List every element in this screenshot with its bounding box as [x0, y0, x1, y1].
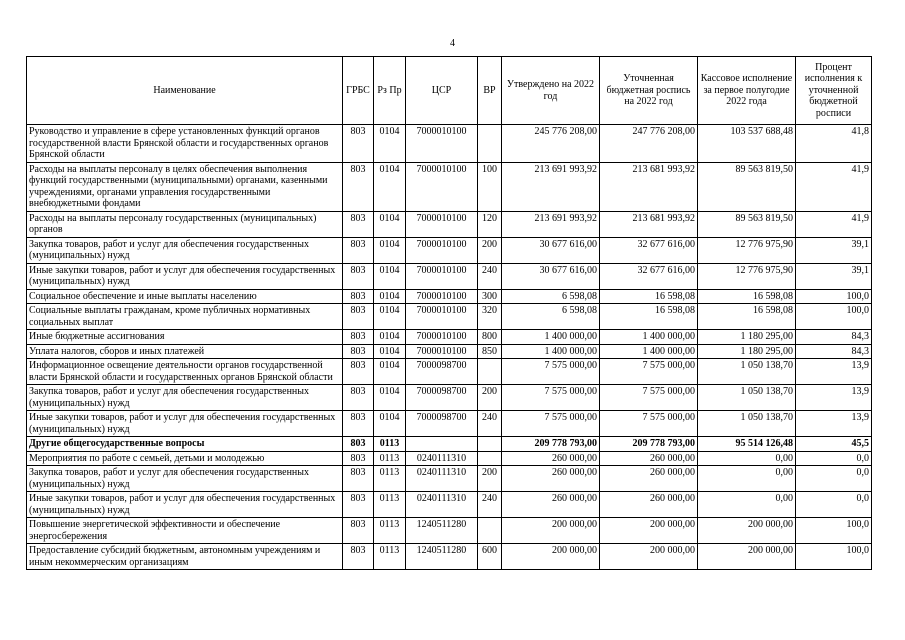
cell-rzpr: 0104: [374, 125, 406, 163]
cell-approved: 260 000,00: [502, 466, 600, 492]
cell-cash: 1 180 295,00: [698, 330, 796, 345]
cell-name: Руководство и управление в сфере установленных функций органов государственной власти Брянской области и государственных органов Брянской области: [27, 125, 343, 163]
cell-rzpr: 0113: [374, 544, 406, 570]
cell-csr: 7000010100: [406, 330, 478, 345]
cell-name: Уплата налогов, сборов и иных платежей: [27, 344, 343, 359]
cell-approved: 7 575 000,00: [502, 411, 600, 437]
cell-cash: 89 563 819,50: [698, 162, 796, 211]
table-row: [27, 162, 872, 211]
cell-approved: 30 677 616,00: [502, 263, 600, 289]
cell-grbs: 803: [343, 304, 374, 330]
table-row: [27, 451, 872, 466]
cell-approved: 1 400 000,00: [502, 330, 600, 345]
cell-refined: 260 000,00: [600, 451, 698, 466]
cell-approved: 7 575 000,00: [502, 385, 600, 411]
cell-csr: [406, 437, 478, 452]
cell-grbs: 803: [343, 451, 374, 466]
table-row: [27, 437, 872, 452]
cell-csr: 7000010100: [406, 162, 478, 211]
table-row: [27, 544, 872, 570]
header-approved: Утверждено на 2022 год: [502, 57, 600, 125]
cell-grbs: 803: [343, 492, 374, 518]
cell-cash: 0,00: [698, 451, 796, 466]
cell-csr: 7000098700: [406, 411, 478, 437]
cell-vr: [478, 437, 502, 452]
cell-cash: 16 598,08: [698, 289, 796, 304]
cell-grbs: 803: [343, 211, 374, 237]
cell-percent: 13,9: [796, 385, 872, 411]
table-row: [27, 492, 872, 518]
cell-refined: 7 575 000,00: [600, 385, 698, 411]
cell-percent: 100,0: [796, 518, 872, 544]
cell-rzpr: 0104: [374, 385, 406, 411]
cell-name: Иные закупки товаров, работ и услуг для обеспечения государственных (муниципальных) нужд: [27, 263, 343, 289]
cell-rzpr: 0113: [374, 518, 406, 544]
cell-approved: 209 778 793,00: [502, 437, 600, 452]
cell-vr: 240: [478, 411, 502, 437]
header-csr: ЦСР: [406, 57, 478, 125]
cell-vr: 100: [478, 162, 502, 211]
cell-name: Информационное освещение деятельности органов государственной власти Брянской области и государственных органов Брянской области: [27, 359, 343, 385]
table-row: [27, 289, 872, 304]
cell-cash: 103 537 688,48: [698, 125, 796, 163]
cell-rzpr: 0113: [374, 451, 406, 466]
cell-approved: 1 400 000,00: [502, 344, 600, 359]
cell-approved: 213 691 993,92: [502, 162, 600, 211]
cell-approved: 260 000,00: [502, 492, 600, 518]
cell-vr: 320: [478, 304, 502, 330]
cell-rzpr: 0104: [374, 344, 406, 359]
cell-refined: 1 400 000,00: [600, 344, 698, 359]
cell-vr: 240: [478, 263, 502, 289]
table-row: [27, 385, 872, 411]
cell-csr: 7000010100: [406, 344, 478, 359]
table-row: [27, 125, 872, 163]
cell-csr: 7000010100: [406, 289, 478, 304]
cell-percent: 45,5: [796, 437, 872, 452]
cell-approved: 213 691 993,92: [502, 211, 600, 237]
table-row: [27, 263, 872, 289]
header-refined: Уточненная бюджетная роспись на 2022 год: [600, 57, 698, 125]
cell-approved: 200 000,00: [502, 544, 600, 570]
cell-rzpr: 0104: [374, 211, 406, 237]
cell-vr: [478, 359, 502, 385]
cell-name: Иные закупки товаров, работ и услуг для обеспечения государственных (муниципальных) нужд: [27, 492, 343, 518]
cell-name: Предоставление субсидий бюджетным, автономным учреждениям и иным некоммерческим организациям: [27, 544, 343, 570]
cell-approved: 245 776 208,00: [502, 125, 600, 163]
table-body: [27, 125, 872, 570]
cell-name: Закупка товаров, работ и услуг для обеспечения государственных (муниципальных) нужд: [27, 237, 343, 263]
cell-refined: 7 575 000,00: [600, 359, 698, 385]
cell-cash: 89 563 819,50: [698, 211, 796, 237]
cell-vr: [478, 451, 502, 466]
cell-vr: 240: [478, 492, 502, 518]
cell-percent: 13,9: [796, 411, 872, 437]
header-rzpr: Рз Пр: [374, 57, 406, 125]
cell-rzpr: 0104: [374, 263, 406, 289]
cell-name: Повышение энергетической эффективности и обеспечение энергосбережения: [27, 518, 343, 544]
cell-name: Закупка товаров, работ и услуг для обеспечения государственных (муниципальных) нужд: [27, 385, 343, 411]
cell-csr: 7000098700: [406, 359, 478, 385]
cell-csr: 7000098700: [406, 385, 478, 411]
cell-cash: 95 514 126,48: [698, 437, 796, 452]
cell-refined: 1 400 000,00: [600, 330, 698, 345]
cell-name: Социальное обеспечение и иные выплаты населению: [27, 289, 343, 304]
cell-percent: 100,0: [796, 544, 872, 570]
cell-percent: 41,8: [796, 125, 872, 163]
cell-cash: 1 050 138,70: [698, 411, 796, 437]
cell-rzpr: 0104: [374, 289, 406, 304]
header-grbs: ГРБС: [343, 57, 374, 125]
cell-cash: 200 000,00: [698, 544, 796, 570]
table-row: [27, 304, 872, 330]
cell-vr: 200: [478, 385, 502, 411]
table-row: [27, 330, 872, 345]
cell-csr: 7000010100: [406, 263, 478, 289]
cell-cash: 200 000,00: [698, 518, 796, 544]
cell-grbs: 803: [343, 359, 374, 385]
cell-name: Иные закупки товаров, работ и услуг для обеспечения государственных (муниципальных) нужд: [27, 411, 343, 437]
cell-refined: 213 681 993,92: [600, 162, 698, 211]
cell-grbs: 803: [343, 237, 374, 263]
cell-vr: 200: [478, 466, 502, 492]
cell-refined: 200 000,00: [600, 518, 698, 544]
cell-name: Расходы на выплаты персоналу в целях обеспечения выполнения функций государственными (муниципальными) органами, казенными учреждениями, органами управления государственными внебюджетными фондами: [27, 162, 343, 211]
cell-vr: 120: [478, 211, 502, 237]
cell-rzpr: 0104: [374, 411, 406, 437]
cell-vr: 300: [478, 289, 502, 304]
cell-rzpr: 0104: [374, 330, 406, 345]
cell-vr: 200: [478, 237, 502, 263]
cell-grbs: 803: [343, 162, 374, 211]
cell-cash: 12 776 975,90: [698, 237, 796, 263]
table-row: [27, 466, 872, 492]
cell-grbs: 803: [343, 344, 374, 359]
cell-cash: 0,00: [698, 466, 796, 492]
cell-percent: 100,0: [796, 289, 872, 304]
table-row: [27, 518, 872, 544]
cell-cash: 1 050 138,70: [698, 359, 796, 385]
cell-vr: 850: [478, 344, 502, 359]
cell-percent: 0,0: [796, 492, 872, 518]
cell-name: Закупка товаров, работ и услуг для обеспечения государственных (муниципальных) нужд: [27, 466, 343, 492]
header-percent: Процент исполнения к уточненной бюджетной росписи: [796, 57, 872, 125]
cell-csr: 1240511280: [406, 518, 478, 544]
cell-rzpr: 0104: [374, 237, 406, 263]
cell-csr: 0240111310: [406, 466, 478, 492]
table-row: [27, 211, 872, 237]
cell-vr: [478, 518, 502, 544]
cell-name: Социальные выплаты гражданам, кроме публичных нормативных социальных выплат: [27, 304, 343, 330]
cell-cash: 12 776 975,90: [698, 263, 796, 289]
table-row: [27, 344, 872, 359]
header-name: Наименование: [27, 57, 343, 125]
cell-approved: 6 598,08: [502, 304, 600, 330]
cell-approved: 30 677 616,00: [502, 237, 600, 263]
cell-refined: 260 000,00: [600, 492, 698, 518]
header-row: [27, 57, 872, 125]
cell-percent: 84,3: [796, 330, 872, 345]
cell-grbs: 803: [343, 411, 374, 437]
cell-rzpr: 0104: [374, 359, 406, 385]
header-cash: Кассовое исполнение за первое полугодие 2022 года: [698, 57, 796, 125]
cell-name: Расходы на выплаты персоналу государственных (муниципальных) органов: [27, 211, 343, 237]
cell-refined: 16 598,08: [600, 289, 698, 304]
cell-grbs: 803: [343, 385, 374, 411]
cell-percent: 84,3: [796, 344, 872, 359]
cell-cash: 0,00: [698, 492, 796, 518]
cell-grbs: 803: [343, 289, 374, 304]
cell-refined: 260 000,00: [600, 466, 698, 492]
cell-grbs: 803: [343, 330, 374, 345]
cell-name: Мероприятия по работе с семьей, детьми и молодежью: [27, 451, 343, 466]
cell-rzpr: 0104: [374, 162, 406, 211]
cell-refined: 200 000,00: [600, 544, 698, 570]
budget-table: [26, 56, 872, 570]
cell-vr: [478, 125, 502, 163]
cell-refined: 16 598,08: [600, 304, 698, 330]
cell-grbs: 803: [343, 437, 374, 452]
cell-rzpr: 0113: [374, 492, 406, 518]
cell-rzpr: 0113: [374, 437, 406, 452]
cell-approved: 6 598,08: [502, 289, 600, 304]
cell-csr: 7000010100: [406, 211, 478, 237]
cell-name: Иные бюджетные ассигнования: [27, 330, 343, 345]
cell-csr: 1240511280: [406, 544, 478, 570]
table-row: [27, 237, 872, 263]
cell-vr: 800: [478, 330, 502, 345]
cell-approved: 260 000,00: [502, 451, 600, 466]
cell-percent: 0,0: [796, 466, 872, 492]
cell-csr: 7000010100: [406, 237, 478, 263]
cell-percent: 0,0: [796, 451, 872, 466]
cell-name: Другие общегосударственные вопросы: [27, 437, 343, 452]
cell-refined: 209 778 793,00: [600, 437, 698, 452]
cell-percent: 41,9: [796, 211, 872, 237]
cell-percent: 13,9: [796, 359, 872, 385]
cell-grbs: 803: [343, 263, 374, 289]
cell-approved: 7 575 000,00: [502, 359, 600, 385]
table-row: [27, 359, 872, 385]
cell-percent: 41,9: [796, 162, 872, 211]
table-row: [27, 411, 872, 437]
cell-approved: 200 000,00: [502, 518, 600, 544]
cell-csr: 0240111310: [406, 492, 478, 518]
cell-refined: 247 776 208,00: [600, 125, 698, 163]
cell-grbs: 803: [343, 544, 374, 570]
cell-refined: 32 677 616,00: [600, 263, 698, 289]
cell-refined: 213 681 993,92: [600, 211, 698, 237]
cell-csr: 7000010100: [406, 304, 478, 330]
cell-vr: 600: [478, 544, 502, 570]
page-number: 4: [450, 38, 455, 49]
cell-cash: 1 180 295,00: [698, 344, 796, 359]
cell-csr: 0240111310: [406, 451, 478, 466]
cell-grbs: 803: [343, 518, 374, 544]
cell-csr: 7000010100: [406, 125, 478, 163]
cell-percent: 39,1: [796, 237, 872, 263]
header-vr: ВР: [478, 57, 502, 125]
cell-rzpr: 0113: [374, 466, 406, 492]
cell-rzpr: 0104: [374, 304, 406, 330]
cell-grbs: 803: [343, 466, 374, 492]
cell-percent: 100,0: [796, 304, 872, 330]
cell-percent: 39,1: [796, 263, 872, 289]
cell-cash: 1 050 138,70: [698, 385, 796, 411]
cell-refined: 32 677 616,00: [600, 237, 698, 263]
cell-refined: 7 575 000,00: [600, 411, 698, 437]
cell-cash: 16 598,08: [698, 304, 796, 330]
cell-grbs: 803: [343, 125, 374, 163]
